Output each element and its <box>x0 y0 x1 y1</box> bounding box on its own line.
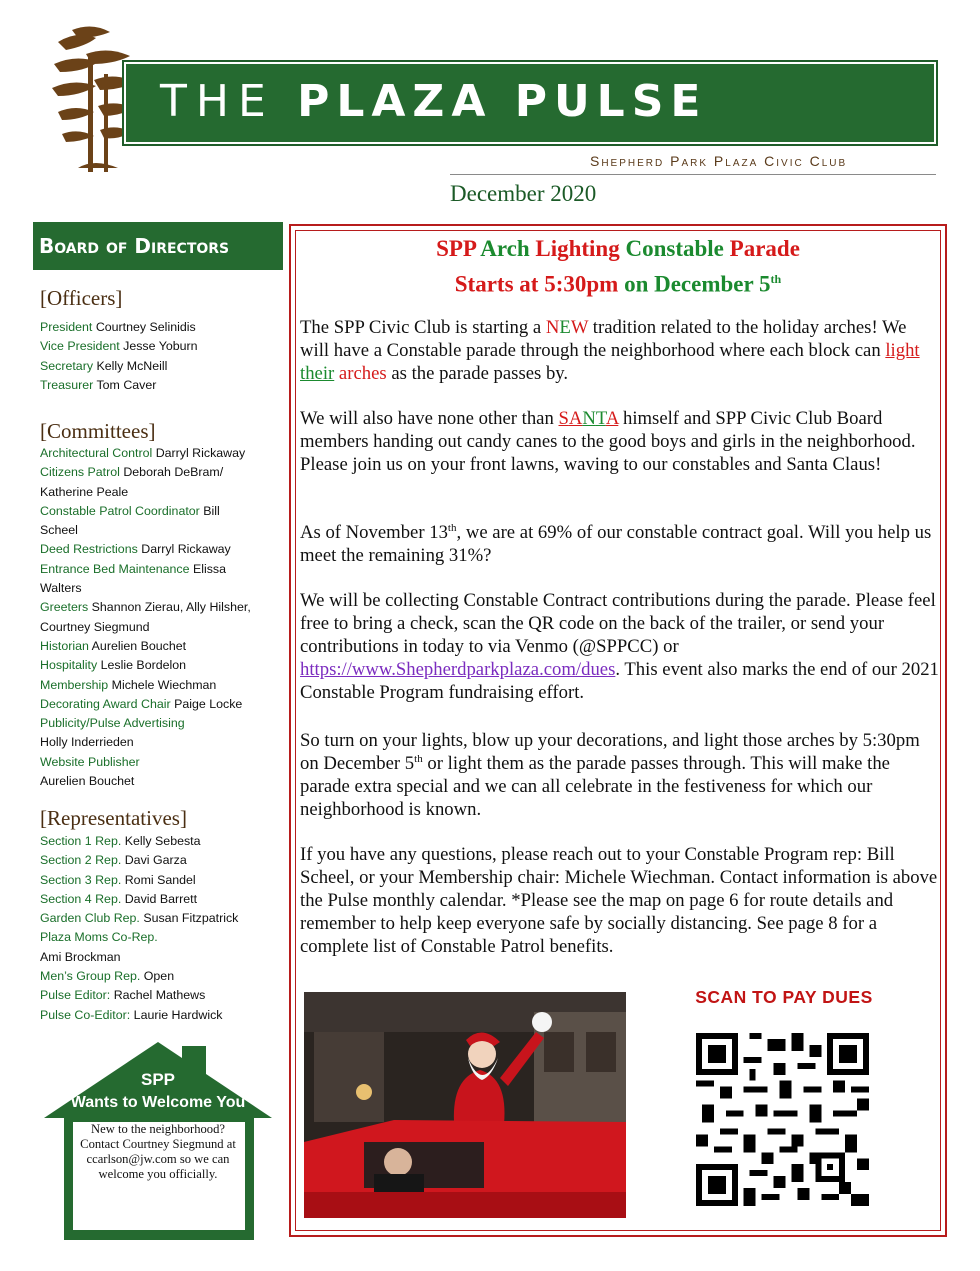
welcome-subtitle: Wants to Welcome You <box>70 1094 246 1111</box>
officers-heading: [Officers] <box>40 286 123 310</box>
entry-name: Kelly McNeill <box>96 358 168 373</box>
sidebar-entry <box>40 772 276 791</box>
sidebar-entry <box>40 851 276 870</box>
entry-role: Constable Patrol Coordinator <box>40 503 200 518</box>
entry-role: Entrance Bed Maintenance <box>40 561 190 576</box>
entry-name: Jesse Yoburn <box>123 339 198 354</box>
entry-role: Section 1 Rep. <box>40 834 122 848</box>
entry-name: Aurelien Bouchet <box>40 774 135 789</box>
sidebar-entry <box>40 832 276 851</box>
board-of-directors-header: Board of Directors <box>33 222 283 270</box>
entry-name: Holly Inderrieden <box>40 735 134 750</box>
sidebar-entry <box>40 337 276 356</box>
paragraph-intro: The SPP Civic Club is starting a NEW tradition related to the holiday arches! We will have a Constable parade through the neighborhood where each block can light their arches as the parade passes by. <box>300 317 920 384</box>
entry-name: Courtney Selinidis <box>95 320 196 334</box>
entry-role: Hospitality <box>40 658 98 673</box>
sidebar-entry <box>40 637 276 656</box>
entry-role: Decorating Award Chair <box>40 696 171 711</box>
entry-name: Aurelien Bouchet <box>91 638 187 653</box>
sidebar-entry <box>40 483 276 502</box>
sidebar-entry <box>40 986 276 1005</box>
entry-name: Elissa <box>192 561 226 576</box>
sidebar-entry <box>40 318 276 337</box>
entry-role: Secretary <box>40 358 94 373</box>
entry-name: Darryl Rickaway <box>141 542 231 557</box>
sidebar-entry <box>40 540 276 559</box>
welcome-message: New to the neighborhood? Contact Courtney Siegmund at ccarlson@jw.com so we can welcome you officially. <box>80 1122 236 1181</box>
sidebar-entry <box>40 948 276 967</box>
sidebar-entry <box>40 656 276 675</box>
entry-role: Vice President <box>40 339 120 354</box>
sidebar-entry <box>40 890 276 909</box>
paragraph-lights: So turn on your lights, blow up your decorations, and light those arches by 5:30pm on December 5th or light them as the parade passes through. This will make the parade extra special and we can all celebrate in the festiveness for which our neighborhood is known. <box>300 730 920 820</box>
entry-name: Rachel Mathews <box>113 988 206 1003</box>
entry-role: Architectural Control <box>40 446 153 460</box>
entry-role: Historian <box>40 638 89 653</box>
entry-role: Pulse Co-Editor: <box>40 1007 131 1022</box>
officers-list <box>40 318 276 395</box>
entry-role: Garden Club Rep. <box>40 911 140 926</box>
sidebar-entry <box>40 618 276 637</box>
entry-role: Membership <box>40 677 109 692</box>
santa-photo <box>304 992 626 1218</box>
entry-name: Katherine Peale <box>40 484 129 499</box>
entry-role: President <box>40 320 93 334</box>
welcome-title: SPP <box>140 1070 176 1089</box>
entry-name: Darryl Rickaway <box>155 446 246 460</box>
entry-role: Greeters <box>40 600 89 615</box>
sidebar-entry <box>40 376 276 395</box>
representatives-heading: [Representatives] <box>40 806 187 830</box>
paragraph-goal: As of November 13th, we are at 69% of our constable contract goal. Will you help us meet the remaining 31%? <box>300 521 932 566</box>
paragraph-contributions: We will be collecting Constable Contract contributions during the parade. Please feel free to bring a check, scan the QR code on the back of the trailer, or send your contributions in today to via Venmo (@SPPCC) or https://www.Shepherdparkplaza.com/dues. This event also marks the end of our 2021 Constable Program fundraising effort. <box>300 590 939 703</box>
entry-role: Section 4 Rep. <box>40 891 122 906</box>
dues-link[interactable]: https://www.Shepherdparkplaza.com/dues <box>300 659 616 680</box>
entry-name: Susan Fitzpatrick <box>143 911 239 926</box>
sidebar-entry <box>40 502 276 521</box>
entry-name: Kelly Sebesta <box>124 834 201 848</box>
entry-role: Men’s Group Rep. <box>40 969 141 984</box>
entry-name: Ami Brockman <box>40 949 121 964</box>
entry-name: Paige Locke <box>174 696 243 711</box>
entry-name: Deborah DeBram/ <box>123 465 224 480</box>
sidebar-entry <box>40 676 276 695</box>
entry-role: Deed Restrictions <box>40 542 138 557</box>
entry-name: Courtney Siegmund <box>40 619 150 634</box>
committees-heading: [Committees] <box>40 419 156 443</box>
entry-role: Website Publisher <box>40 754 140 769</box>
issue-date: December 2020 <box>450 181 597 206</box>
paragraph-questions: If you have any questions, please reach out to your Constable Program rep: Bill Scheel, or your Membership chair: Michele Wiechman. Contact information is above the Pulse monthly calendar. *Please see the map on page 6 for route details and remember to help keep everyone safe by socially distancing. See page 8 for a complete list of Constable Patrol benefits. <box>300 844 938 957</box>
sidebar-entry <box>40 521 276 540</box>
sidebar-entry <box>40 444 276 463</box>
sidebar-entry <box>40 871 276 890</box>
qr-code[interactable] <box>696 1033 869 1206</box>
entry-name: Laurie Hardwick <box>133 1007 223 1022</box>
entry-role: Pulse Editor: <box>40 988 111 1003</box>
sidebar-entry <box>40 928 276 947</box>
representatives-list <box>40 832 276 1025</box>
entry-name: Scheel <box>40 523 78 538</box>
sidebar-entry <box>40 753 276 772</box>
sidebar-entry <box>40 579 276 598</box>
entry-name: Davi Garza <box>124 853 187 868</box>
entry-name: David Barrett <box>124 891 198 906</box>
sidebar-entry <box>40 714 276 733</box>
entry-role: Publicity/Pulse Advertising <box>40 716 185 731</box>
committees-list <box>40 444 276 791</box>
entry-name: Tom Caver <box>96 377 157 392</box>
entry-role: Treasurer <box>40 377 94 392</box>
entry-name: Michele Wiechman <box>111 677 217 692</box>
sidebar-entry <box>40 1006 276 1025</box>
entry-name: Leslie Bordelon <box>100 658 187 673</box>
entry-name: Romi Sandel <box>124 872 196 887</box>
entry-name: Bill <box>203 503 220 518</box>
sidebar-entry <box>40 357 276 376</box>
sidebar-entry <box>40 909 276 928</box>
sidebar-entry <box>40 598 276 617</box>
sidebar-entry <box>40 560 276 579</box>
entry-role: Citizens Patrol <box>40 465 120 480</box>
entry-role: Section 2 Rep. <box>40 853 122 868</box>
entry-role: Section 3 Rep. <box>40 872 122 887</box>
entry-name: Open <box>143 969 175 984</box>
sidebar-entry <box>40 967 276 986</box>
masthead-divider <box>450 174 936 175</box>
sidebar-entry <box>40 695 276 714</box>
paragraph-santa: We will also have none other than SANTA himself and SPP Civic Club Board members handing out candy canes to the good boys and girls in the neighborhood. Please join us on your front lawns, waving to our constables and Santa Claus! <box>300 408 916 475</box>
entry-role: Plaza Moms Co-Rep. <box>40 930 158 945</box>
club-name: Shepherd Park Plaza Civic Club <box>590 153 848 169</box>
article-headline: SPP Arch Lighting Constable Parade Starts at 5:30pm on December 5th <box>436 236 800 297</box>
newsletter-title: THE PLAZA PULSE <box>160 76 708 127</box>
entry-name: Shannon Zierau, Ally Hilsher, <box>91 600 251 615</box>
entry-name: Walters <box>40 581 82 596</box>
sidebar-entry <box>40 463 276 482</box>
sidebar-entry <box>40 733 276 752</box>
scan-to-pay-label: SCAN TO PAY DUES <box>695 987 873 1007</box>
